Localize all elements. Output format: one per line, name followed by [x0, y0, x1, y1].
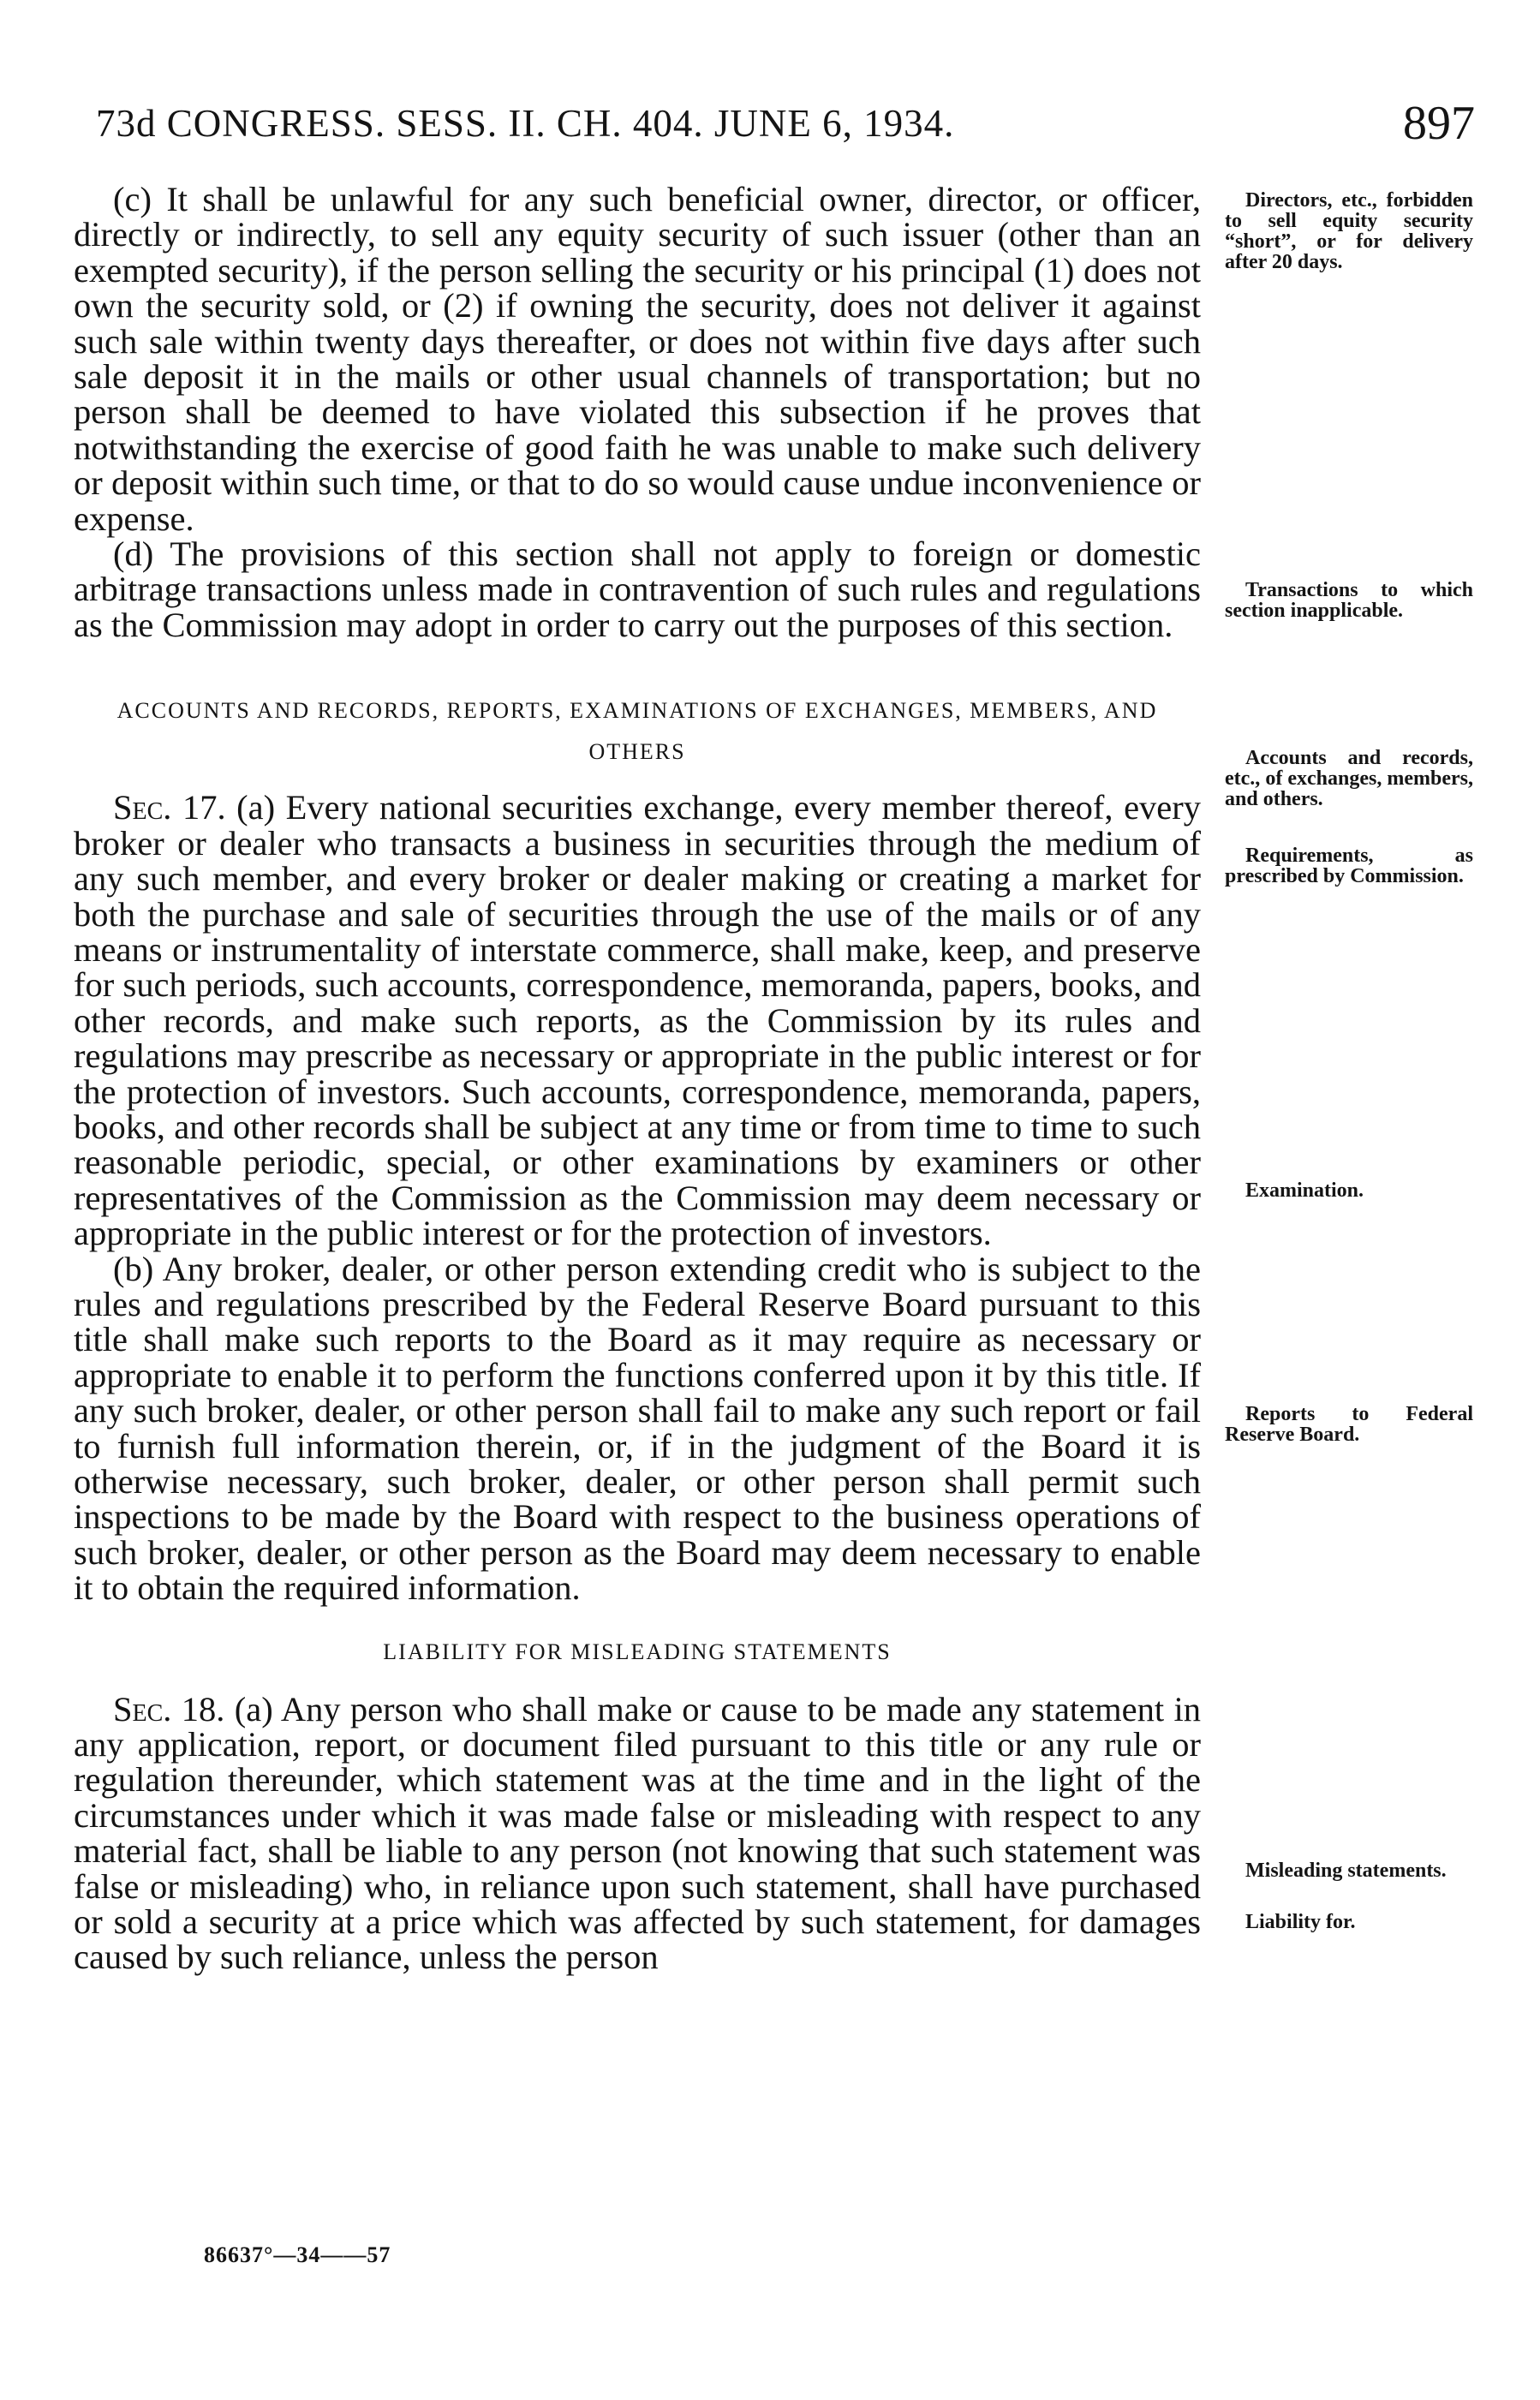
page-header [96, 96, 1475, 156]
page-number: 897 [1403, 97, 1475, 150]
margin-note-examination: Examination. [1245, 1179, 1364, 1202]
section-18-label: Sec. 18. [113, 1689, 225, 1728]
margin-note-liability: Liability for. [1245, 1911, 1356, 1933]
section-17-label: Sec. 17. [113, 788, 226, 827]
print-code: 86637°—34——57 [204, 2242, 391, 2267]
margin-note-requirements: Requirements, as prescribed by Commission. [1225, 845, 1473, 887]
section-18-a-text: (a) Any person who shall make or cause to be made any statement in any application, report, or document filed pursuant to this title or any rule or regulation thereunder, which statement was at the time and in the light of the circumstances under which it was made false or misleading with respect to any material fact, shall be liable to any person (not knowing that such statement was false or misleading) who, in reliance upon such statement, shall have purchased or sold a security at a price which was affected by such statement, for damages caused by such reliance, unless the person [74, 1689, 1201, 1977]
section-17-a [74, 790, 1201, 1251]
margin-note-accounts: Accounts and records, etc., of exchanges, members, and others. [1225, 747, 1473, 810]
heading-accounts-records: ACCOUNTS AND RECORDS, REPORTS, EXAMINATIONS OF EXCHANGES, MEMBERS, AND OTHERS [116, 698, 1158, 765]
section-17-b: (b) Any broker, dealer, or other person extending credit who is subject to the rules and regulations prescribed by the Federal Reserve Board pursuant to this title shall make such reports to the Board as it may require as necessary or appropriate to enable it to perform the functions conferred upon it by this title. If any such broker, dealer, or other person shall fail to make any such report or fail to furnish full information therein, or, if in the judgment of the Board it is otherwise necessary, such broker, dealer, or other person shall permit such inspections to be made by the Board with respect to the business operations of such broker, dealer, or other person as the Board may deem necessary to enable it to obtain the required information. [74, 1249, 1201, 1608]
heading-liability-misleading: LIABILITY FOR MISLEADING STATEMENTS [383, 1639, 892, 1664]
margin-note-misleading: Misleading statements. [1245, 1860, 1447, 1882]
margin-note-reports: Reports to Federal Reserve Board. [1225, 1403, 1473, 1446]
margin-note-transactions: Transactions to which section inapplicable. [1225, 579, 1473, 622]
margin-note-directors: Directors, etc., forbidden to sell equity security “short”, or for delivery after 20 days. [1225, 189, 1473, 273]
paragraph-c: (c) It shall be unlawful for any such beneficial owner, director, or officer, directly or indirectly, to sell any equity security of such issuer (other than an exempted security), if the person selling the security or his principal (1) does not own the security sold, or (2) if owning the security, does not deliver it against such sale within twenty days thereafter, or does not within five days after such sale deposit it in the mails or other usual channels of transportation; but no person shall be deemed to have violated this subsection if he proves that notwithstanding the exercise of good faith he was unable to make such delivery or deposit within such time, or that to do so would cause undue inconvenience or expense. [74, 180, 1201, 538]
section-18-a [74, 1689, 1201, 1977]
running-head: 73d CONGRESS. SESS. II. CH. 404. JUNE 6, 1934. [96, 102, 955, 145]
section-17-a-text: (a) Every national securities exchange, every member thereof, every broker or dealer who transacts a business in securities through the medium of any such member, and every broker or dealer making or creating a market for both the purchase and sale of securities through the use of the mails or of any means or instrumentality of interstate commerce, shall make, keep, and preserve for such periods, such accounts, correspondence, memoranda, papers, books, and other records, and make such reports, as the Commission by its rules and regulations may prescribe as necessary or appropriate in the public interest or for the protection of investors. Such accounts, correspondence, memoranda, papers, books, and other records shall be subject at any time or from time to time to such reasonable periodic, special, or other examinations by examiners or other representatives of the Commission as the Commission may deem necessary or appropriate in the public interest or for the protection of investors. [74, 788, 1202, 1253]
paragraph-d: (d) The provisions of this section shall not apply to foreign or domestic arbitrage transactions unless made in contravention of such rules and regulations as the Commission may adopt in order to carry out the purposes of this section. [74, 534, 1201, 644]
main-text-column [74, 182, 1201, 1975]
